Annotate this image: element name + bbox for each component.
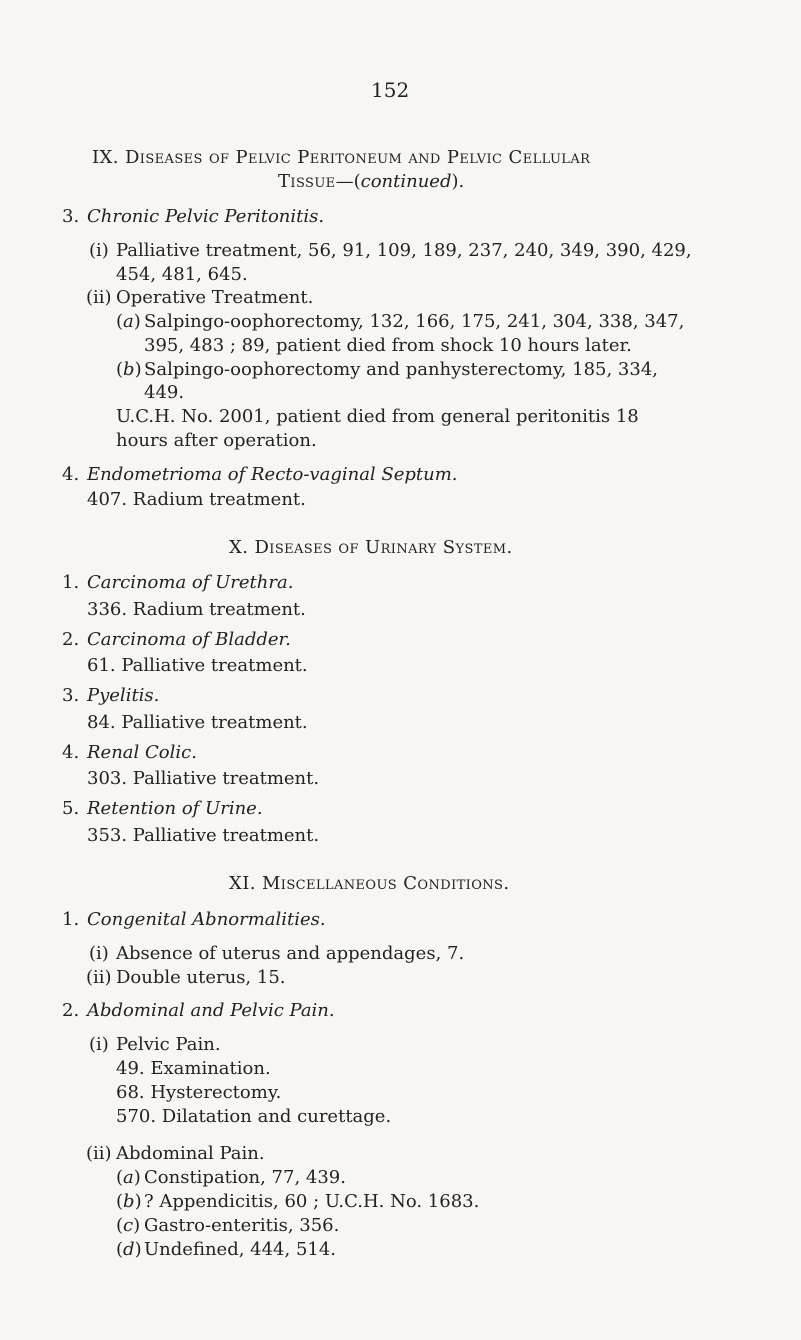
- sub-label: (ii): [86, 1143, 112, 1164]
- entry-text: ? Appendicitis, 60 ; U.C.H. No. 1683.: [144, 1191, 480, 1212]
- item-number: 3.: [62, 685, 80, 706]
- entry-text: 449.: [144, 382, 185, 403]
- entry-text: Salpingo-oophorectomy and panhysterectomy, 185, 334,: [144, 359, 659, 380]
- item-number: 4.: [62, 464, 80, 485]
- item-number: 1.: [62, 909, 80, 930]
- entry-text: hours after operation.: [116, 430, 317, 451]
- section-x-heading: X. Diseases of Urinary System.: [229, 537, 513, 558]
- item-number: 3.: [62, 206, 80, 227]
- section-xi-heading: XI. Miscellaneous Conditions.: [229, 873, 510, 894]
- entry-text: Pelvic Pain.: [116, 1034, 221, 1055]
- item-number: 2.: [62, 629, 80, 650]
- entry-text: 303. Palliative treatment.: [87, 768, 320, 789]
- item-number: 1.: [62, 572, 80, 593]
- section-ix-heading-continued: Tissue—(continued).: [278, 171, 465, 192]
- item-title: Congenital Abnormalities.: [87, 909, 326, 930]
- item-title: Retention of Urine.: [87, 798, 263, 819]
- entry-text: Salpingo-oophorectomy, 132, 166, 175, 241, 304, 338, 347,: [144, 311, 685, 332]
- item-title: Endometrioma of Recto-vaginal Septum.: [87, 464, 458, 485]
- entry-text: Palliative treatment, 56, 91, 109, 189, 237, 240, 349, 390, 429,: [116, 240, 692, 261]
- sub-label: (b): [116, 1191, 142, 1212]
- sub-label: (a): [116, 1167, 141, 1188]
- sub-label: (d): [116, 1239, 142, 1260]
- sub-label: (i): [89, 240, 109, 261]
- item-title: Abdominal and Pelvic Pain.: [87, 1000, 335, 1021]
- entry-text: 61. Palliative treatment.: [87, 655, 308, 676]
- item-number: 2.: [62, 1000, 80, 1021]
- entry-text: 336. Radium treatment.: [87, 599, 306, 620]
- item-number: 5.: [62, 798, 80, 819]
- sub-label: (i): [89, 943, 109, 964]
- item-title: Pyelitis.: [87, 685, 160, 706]
- sub-label: (ii): [86, 967, 112, 988]
- entry-text: 407. Radium treatment.: [87, 489, 306, 510]
- sub-label: (a): [116, 311, 141, 332]
- entry-text: 353. Palliative treatment.: [87, 825, 320, 846]
- entry-text: Operative Treatment.: [116, 287, 314, 308]
- entry-text: 395, 483 ; 89, patient died from shock 10 hours later.: [144, 335, 632, 356]
- entry-text: 454, 481, 645.: [116, 264, 248, 285]
- entry-text: 570. Dilatation and curettage.: [116, 1106, 392, 1127]
- entry-text: 49. Examination.: [116, 1058, 271, 1079]
- sub-label: (i): [89, 1034, 109, 1055]
- sub-label: (b): [116, 359, 142, 380]
- entry-text: Constipation, 77, 439.: [144, 1167, 346, 1188]
- entry-text: Abdominal Pain.: [116, 1143, 265, 1164]
- section-ix-heading: IX. Diseases of Pelvic Peritoneum and Pelvic Cellular: [92, 147, 591, 168]
- item-title: Carcinoma of Urethra.: [87, 572, 294, 593]
- item-title: Carcinoma of Bladder.: [87, 629, 291, 650]
- entry-text: Double uterus, 15.: [116, 967, 286, 988]
- entry-text: Gastro-enteritis, 356.: [144, 1215, 340, 1236]
- sub-label: (c): [116, 1215, 141, 1236]
- entry-text: Absence of uterus and appendages, 7.: [116, 943, 465, 964]
- item-title: Chronic Pelvic Peritonitis.: [87, 206, 325, 227]
- sub-label: (ii): [86, 287, 112, 308]
- page-number: 152: [371, 78, 410, 102]
- entry-text: Undefined, 444, 514.: [144, 1239, 337, 1260]
- item-title: Renal Colic.: [87, 742, 197, 763]
- entry-text: 68. Hysterectomy.: [116, 1082, 282, 1103]
- entry-text: U.C.H. No. 2001, patient died from general peritonitis 18: [116, 406, 639, 427]
- item-number: 4.: [62, 742, 80, 763]
- entry-text: 84. Palliative treatment.: [87, 712, 308, 733]
